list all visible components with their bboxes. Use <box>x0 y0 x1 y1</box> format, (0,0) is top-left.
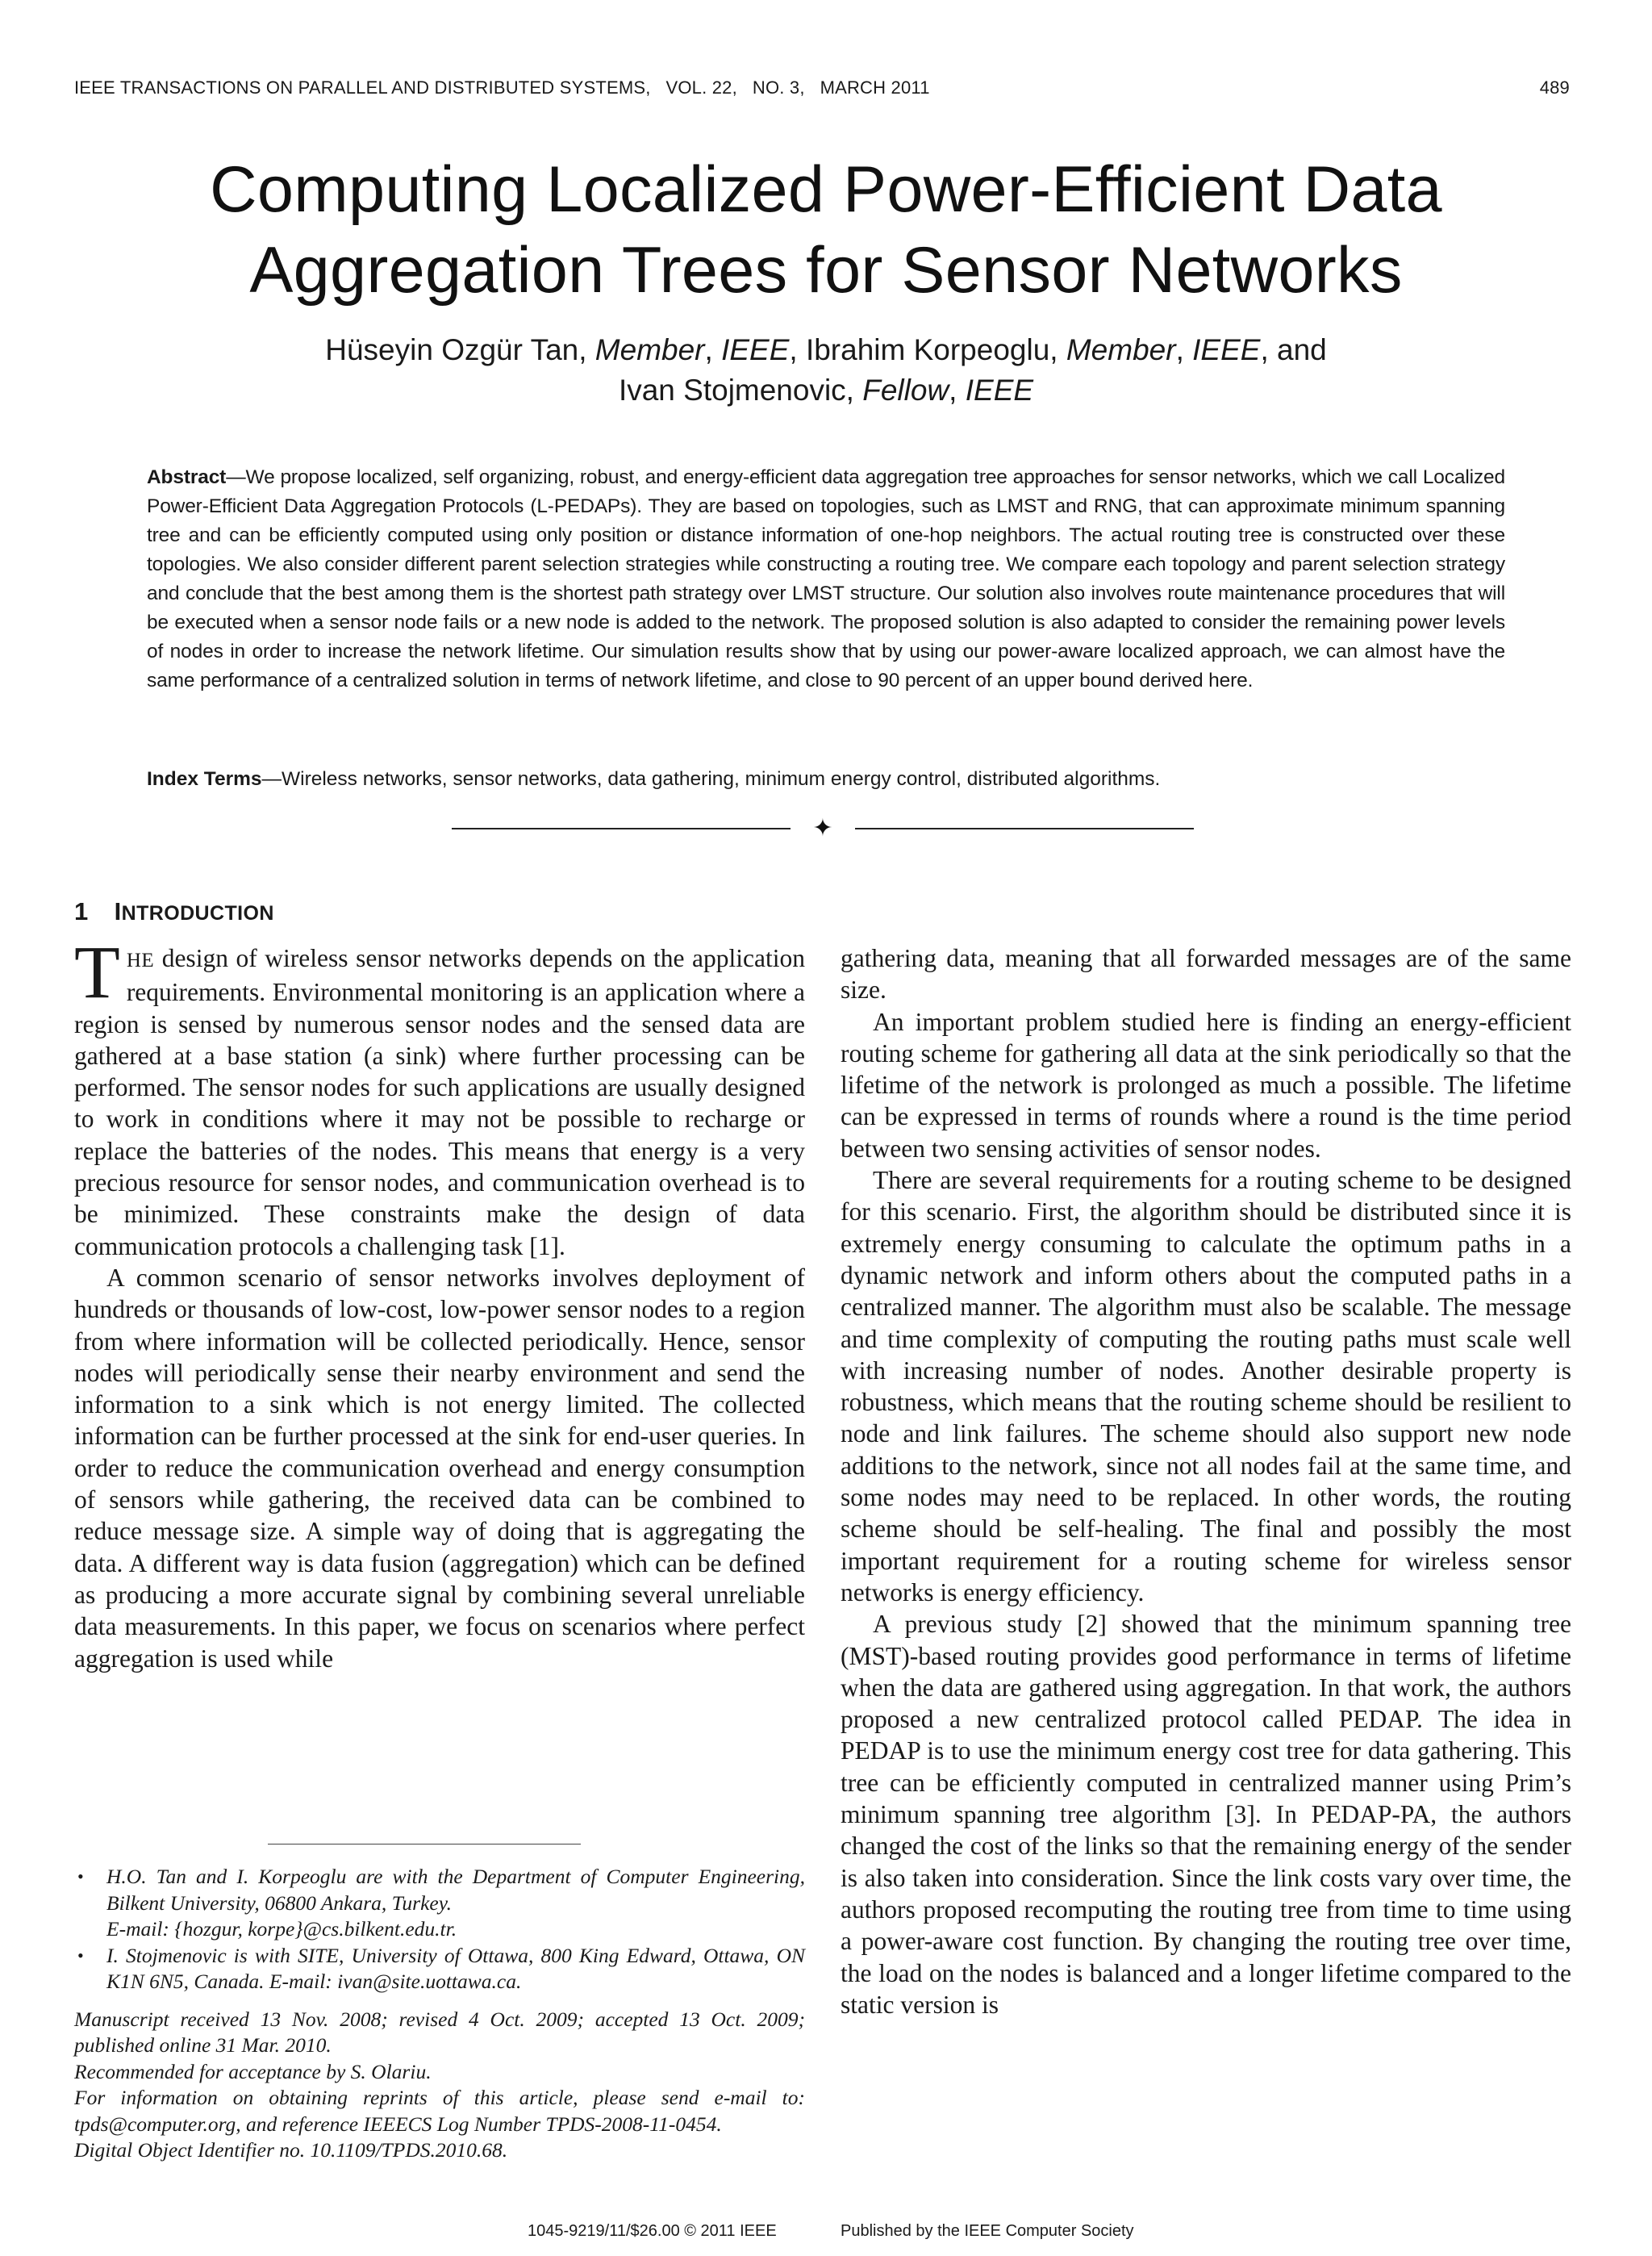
paragraph <box>74 931 805 1262</box>
manuscript-dates: Manuscript received 13 Nov. 2008; revised 4 Oct. 2009; accepted 13 Oct. 2009; published online 31 Mar. 2010. <box>74 2007 805 2057</box>
footnote-text: I. Stojmenovic is with SITE, University of Ottawa, 800 King Edward, Ottawa, ON K1N 6N5, Canada. E-mail: ivan@site.uottawa.ca. <box>106 1943 805 1993</box>
affiliation-footnote <box>74 1943 805 1995</box>
separator-text: , <box>1175 333 1193 366</box>
title-block <box>74 149 1578 411</box>
left-column <box>74 931 805 1674</box>
author-and: , and <box>1260 333 1327 366</box>
index-terms-text: —Wireless networks, sensor networks, data gathering, minimum energy control, distributed algorithms. <box>261 768 1161 790</box>
smallcaps-lead: HE <box>126 950 155 971</box>
publisher-notice: Published by the IEEE Computer Society <box>841 2222 1134 2240</box>
author-1-name: Hüseyin Ozgür Tan, <box>325 333 595 366</box>
paragraph-text: design of wireless sensor networks depends on the application requirements. Environmental monitoring is an application where a region is sensed by numerous sensor nodes and the sensed data are gathered at a base station (a sink) where further processing can be performed. The sensor nodes for such applications are usually designed to work in conditions where it may not be possible to recharge or replace the batteries of the nodes. This means that energy is a very precious resource for sensor nodes, and communication overhead is to be minimized. These constraints make the design of data communication protocols a challenging task [1]. <box>74 944 805 1260</box>
right-column <box>841 942 1571 2020</box>
paragraph: gathering data, meaning that all forwarded messages are of the same size. <box>841 944 1571 1005</box>
paragraph: A common scenario of sensor networks involves deployment of hundreds or thousands of low-cost, low-power sensor nodes to a region from where information will be collected periodically. Hence, sensor nodes will periodically sense their nearby environment and send the information to a sink which is not energy limited. The collected information can be further processed at the sink for end-user queries. In order to reduce the communication overhead and energy consumption of sensors while gathering, the received data can be combined to reduce message size. A simple way of doing that is aggregating the data. A different way is data fusion (aggregation) which can be defined as producing a more accurate signal by combining several unreliable data measurements. In this paper, we focus on scenarios where perfect aggregation is used while <box>74 1263 805 1673</box>
separator-text: , <box>704 333 722 366</box>
author-2-org: IEEE <box>1192 333 1261 366</box>
paper-title <box>74 149 1578 311</box>
section-title-initial: I <box>114 897 122 925</box>
abstract <box>147 463 1505 696</box>
recommended-by: Recommended for acceptance by S. Olariu. <box>74 2059 432 2083</box>
index-terms-label: Index Terms <box>147 768 262 790</box>
abstract-text: —We propose localized, self organizing, robust, and energy-efficient data aggregation tree approaches for sensor networks, which we call Localized Power-Efficient Data Aggregation Protocols (L-PEDAPs). They are based on topologies, such as LMST and RNG, that can approximate minimum spanning tree and can be efficiently computed using only position or distance information of one-hop neighbors. The actual routing tree is constructed over these topologies. We also consider different parent selection strategies while constructing a routing tree. We compare each topology and parent selection strategy and conclude that the best among them is the shortest path strategy over LMST structure. Our solution also involves route maintenance procedures that will be executed when a sensor node fails or a new node is added to the network. The proposed solution is also adapted to consider the remaining power levels of nodes in order to increase the network lifetime. Our simulation results show that by using our power-aware localized approach, we can almost have the same performance of a centralized solution in terms of network lifetime, and close to 90 percent of an upper bound derived here. <box>147 466 1505 691</box>
bullet-icon: • <box>77 1945 84 1966</box>
separator-rule-right <box>855 828 1194 829</box>
section-title-rest: NTRODUCTION <box>121 902 274 925</box>
bullet-icon: • <box>77 1866 84 1886</box>
author-1-role: Member <box>594 333 705 366</box>
separator-text: , <box>949 374 966 407</box>
diamond-icon: ✦ <box>812 815 833 842</box>
author-2-name: Ibrahim Korpeoglu, <box>805 333 1066 366</box>
author-3-name: Ivan Stojmenovic, <box>618 374 863 407</box>
author-3-role: Fellow <box>862 374 949 407</box>
doi: Digital Object Identifier no. 10.1109/TPDS.2010.68. <box>74 2138 508 2162</box>
paragraph: A previous study [2] showed that the minimum spanning tree (MST)-based routing provides good performance in terms of lifetime when the data are gathered using aggregation. In that work, the authors proposed a new centralized protocol called PEDAP. The idea in PEDAP is to use the minimum energy cost tree for data gathering. This tree can be efficiently computed in centralized manner using Prim’s minimum spanning tree algorithm [3]. In PEDAP-PA, the authors changed the cost of the links so that the remaining energy of the sender is also taken into consideration. Since the link costs vary over time, the authors proposed recomputing the routing tree from time to time using a power-aware cost function. By changing the routing tree over time, the load on the nodes is balanced and a longer lifetime compared to the static version is <box>841 1610 1571 2019</box>
separator-text: , <box>789 333 806 366</box>
section-heading <box>74 897 274 926</box>
title-line-1: Computing Localized Power-Efficient Data <box>210 153 1442 226</box>
abstract-label: Abstract <box>147 466 227 488</box>
author-list <box>74 330 1578 411</box>
index-terms <box>147 765 1505 794</box>
footnotes <box>74 1864 805 2164</box>
drop-cap: T <box>74 931 120 1014</box>
author-1-org: IEEE <box>721 333 790 366</box>
footnote-email: E-mail: {hozgur, korpe}@cs.bilkent.edu.tr. <box>106 1917 457 1941</box>
section-separator <box>452 817 1194 841</box>
reprint-info: For information on obtaining reprints of this article, please send e-mail to: tpds@computer.org, and reference IEEECS Log Number TPDS-2008-11-0454. <box>74 2086 805 2136</box>
copyright-notice: 1045-9219/11/$26.00 © 2011 IEEE <box>528 2222 777 2240</box>
page-number: 489 <box>1539 77 1570 98</box>
paragraph: There are several requirements for a routing scheme to be designed for this scenario. First, the algorithm should be distributed since it is extremely energy consuming to calculate the optimum paths in a dynamic network and inform others about the computed paths in a centralized manner. The algorithm must also be scalable. The message and time complexity of computing the routing paths must scale well with increasing number of nodes. Another desirable property is robustness, which means that the routing scheme should be resilient to node and link failures. The scheme should also support new node additions to the network, since not all nodes fail at the same time, and some nodes may need to be replaced. In other words, the routing scheme should be self-healing. The final and possibly the most important requirement for a routing scheme for wireless sensor networks is energy efficiency. <box>841 1166 1571 1606</box>
section-number: 1 <box>74 897 89 925</box>
author-3-org: IEEE <box>965 374 1034 407</box>
footnote-text: H.O. Tan and I. Korpeoglu are with the Department of Computer Engineering, Bilkent University, 06800 Ankara, Turkey. <box>106 1865 805 1915</box>
author-2-role: Member <box>1066 333 1176 366</box>
journal-name: IEEE TRANSACTIONS ON PARALLEL AND DISTRIBUTED SYSTEMS, VOL. 22, NO. 3, MARCH 2011 <box>74 77 930 98</box>
affiliation-footnote <box>74 1864 805 1943</box>
separator-rule-left <box>452 828 791 829</box>
paragraph: An important problem studied here is finding an energy-efficient routing scheme for gathering all data at the sink periodically so that the lifetime of the network is prolonged as much a possible. The lifetime can be expressed in terms of rounds where a round is the time period between two sensing activities of sensor nodes. <box>841 1007 1571 1163</box>
running-header <box>74 77 1570 98</box>
manuscript-info <box>74 2007 805 2164</box>
title-line-2: Aggregation Trees for Sensor Networks <box>249 234 1403 307</box>
